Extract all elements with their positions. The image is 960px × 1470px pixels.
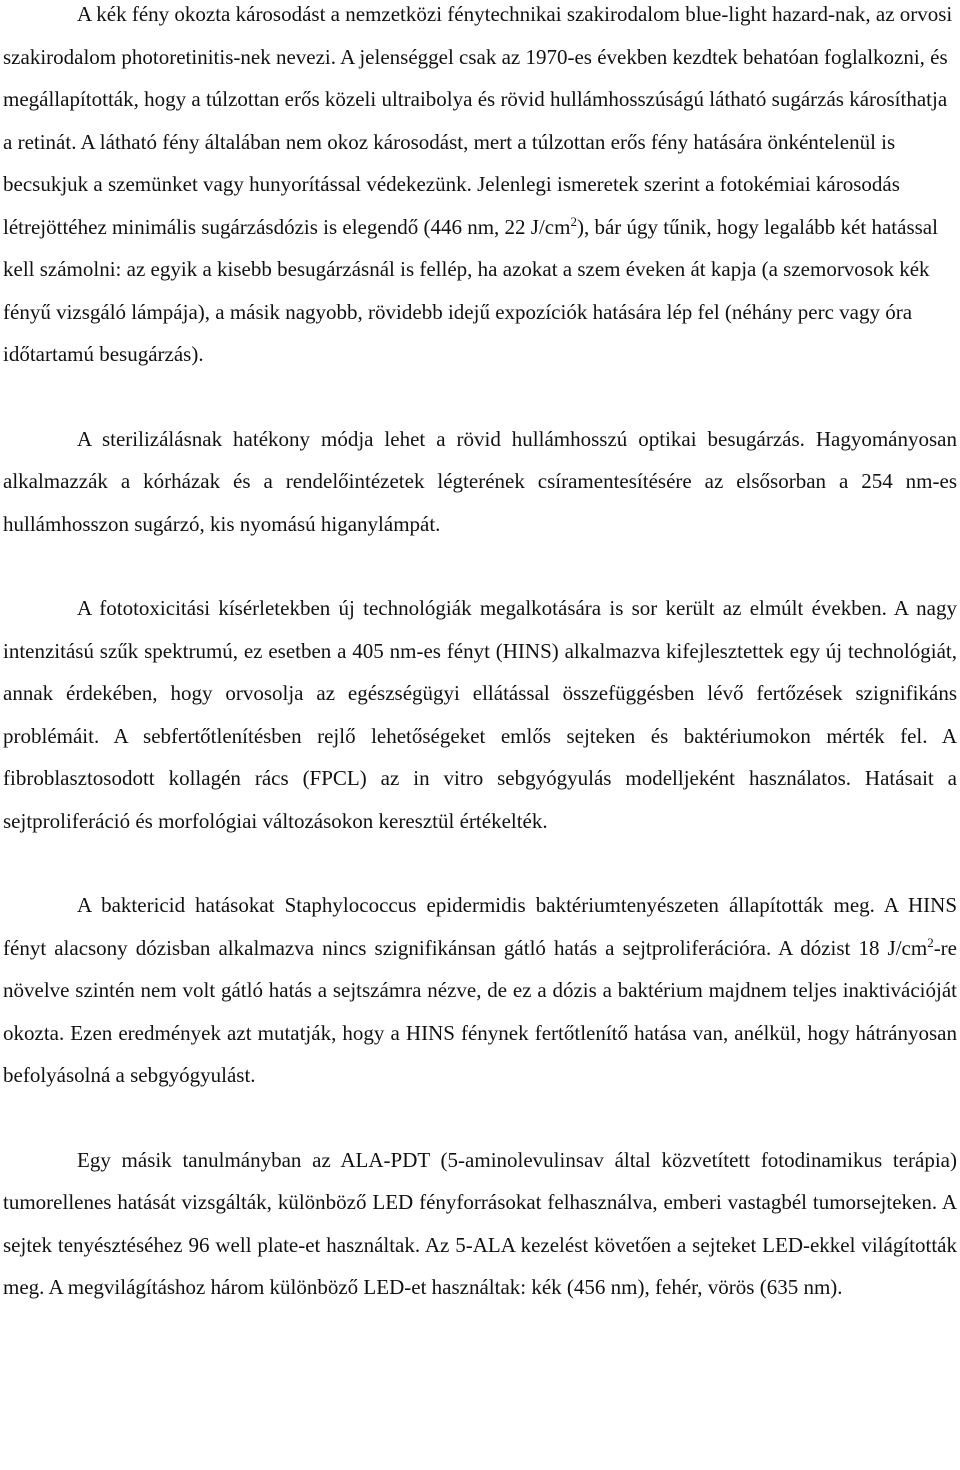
paragraph-phototoxicity xyxy=(3,587,957,842)
paragraph-sterilization xyxy=(3,418,957,546)
paragraph-2-text: A sterilizálásnak hatékony módja lehet a rövid hullámhosszú optikai besugárzás. Hagyományosan alkalmazzák a kórházak és a rendelőintézetek légterének csíramentesítésére az elsősorban a 254 nm-es hullámhosszon sugárzó, kis nyomású higanylámpát. xyxy=(3,426,957,536)
superscript-2: 2 xyxy=(570,213,577,229)
paragraph-ala-pdt xyxy=(3,1139,957,1309)
paragraph-gap xyxy=(3,842,957,884)
paragraph-4-text-a: A baktericid hatásokat Staphylococcus epidermidis baktériumtenyészeten állapították meg. A HINS fényt alacsony dózisban alkalmazva nincs szignifikánsan gátló hatás a sejtproliferációra. A dózist 18 J/cm xyxy=(3,893,957,960)
paragraph-blue-light-hazard xyxy=(3,0,957,376)
document-page xyxy=(3,0,957,1309)
paragraph-gap xyxy=(3,545,957,587)
paragraph-4-text-b: -re növelve szintén nem volt gátló hatás a sejtszámra nézve, de ez a dózis a baktérium majdnem teljes inaktivációját okozta. Ezen eredmények azt mutatják, hogy a HINS fénynek fertőtlenítő hatása van, anélkül, hogy hátrányosan befolyásolná a sebgyógyulást. xyxy=(3,935,957,1087)
paragraph-1-tail: ), bár úgy tűnik, hogy legalább két hatással kell számolni: az egyik a kisebb besugárzásnál is fellép, ha azokat a szem éveken át kapja (a szemorvosok kék fényű vizsgáló lámpája), a másik nagyobb, rövidebb idejű expozíciók hatására lép fel (néhány perc vagy óra időtartamú besugárzás). xyxy=(3,214,938,366)
paragraph-3-text: A fototoxicitási kísérletekben új technológiák megalkotására is sor került az elmúlt években. A nagy intenzitású szűk spektrumú, ez esetben a 405 nm-es fényt (HINS) alkalmazva kifejlesztettek egy új technológiát, annak érdekében, hogy orvosolja az egészségügyi ellátással összefüggésben lévő fertőzések szignifikáns problémáit. A sebfertőtlenítésben rejlő lehetőségeket emlős sejteken és baktériumokon mérték fel. A fibroblasztosodott kollagén rács (FPCL) az in vitro sebgyógyulás modelljeként használatos. Hatásait a sejtproliferáció és morfológiai változásokon keresztül értékelték. xyxy=(3,596,957,833)
paragraph-5-text: Egy másik tanulmányban az ALA-PDT (5-aminolevulinsav által közvetített fotodinamikus terápia) tumorellenes hatását vizsgálták, különböző LED fényforrásokat felhasználva, emberi vastagbél tumorsejteken. A sejtek tenyésztéséhez 96 well plate-et használtak. Az 5-ALA kezelést követően a sejteket LED-ekkel világították meg. A megvilágításhoz három különböző LED-et használtak: kék (456 nm), fehér, vörös (635 nm). xyxy=(3,1147,957,1299)
paragraph-1-text: A kék fény okozta károsodást a nemzetközi fénytechnikai szakirodalom blue-light hazard-nak, az orvosi szakirodalom photoretinitis-nek nevezi. A jelenséggel csak az 1970-es években kezdtek behatóan foglalkozni, és megállapították, hogy a túlzottan erős közeli ultraibolya és rövid hullámhosszúságú látható sugárzás károsíthatja a retinát. A látható fény általában nem okoz károsodást, mert a túlzottan erős fény hatására önkéntelenül is becsukjuk a szemünket vagy hunyorítással védekezünk. Jelenlegi ismeretek szerint a fotokémiai károsodás létrejöttéhez minimális sugárzásdózis is elegendő (446 nm, 22 J/cm xyxy=(3,2,953,239)
paragraph-gap xyxy=(3,376,957,418)
paragraph-gap xyxy=(3,1097,957,1139)
superscript-2: 2 xyxy=(927,934,934,950)
paragraph-bactericidal xyxy=(3,884,957,1097)
